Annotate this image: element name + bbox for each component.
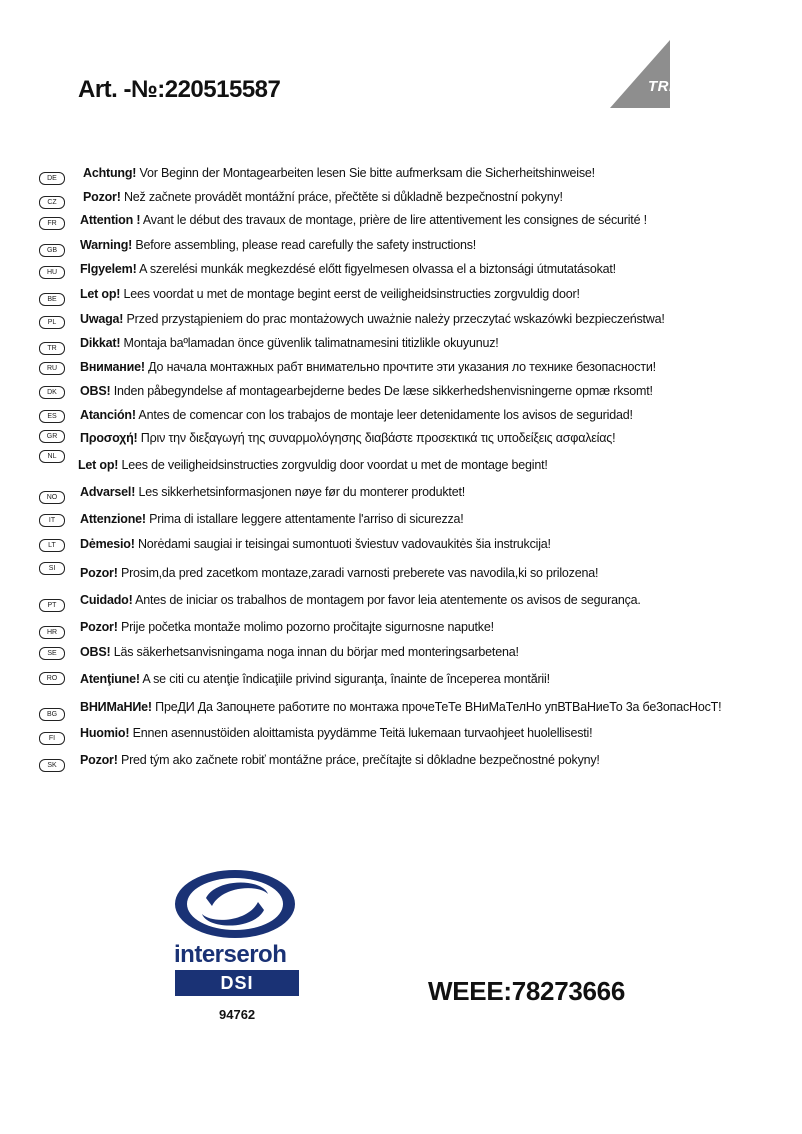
language-code-badge: DE: [39, 172, 65, 185]
weee-number: WEEE:78273666: [428, 976, 626, 1006]
warning-row: [0, 260, 802, 280]
warning-text: [80, 618, 494, 636]
warning-row: [0, 310, 802, 330]
warning-label: Pozor!: [80, 566, 118, 580]
warning-body: Prije početka montaže molimo pozorno pročitajte sigurnosne naputke!: [117, 620, 494, 634]
warning-label: OBS!: [80, 384, 111, 398]
language-code-badge: BG: [39, 708, 65, 721]
warning-text: [80, 211, 647, 229]
warning-row: [0, 483, 802, 503]
language-code-badge: IT: [39, 514, 65, 527]
language-code-badge: NO: [39, 491, 65, 504]
warning-body: Ennen asennustöiden aloittamista pyydämme Teitä lukemaan turvaohjeet huolellisesti!: [129, 726, 593, 740]
warning-body: ПреДИ Да 3апоцнете работите по монтажа прочеТеТе ВНиМаТелНо упВТВаНиеТо 3а бе3опасНосТ!: [151, 700, 722, 714]
interseroh-dsi-bar: DSI: [175, 970, 299, 996]
language-code-badge: ES: [39, 410, 65, 423]
warning-row: [0, 453, 802, 476]
warning-text: [80, 724, 592, 742]
language-code-badge: SI: [39, 562, 65, 575]
warning-label: Advarsel!: [80, 485, 136, 499]
warning-text: [80, 643, 519, 661]
warning-label: Dėmesio!: [80, 537, 135, 551]
trio-triangle-icon: [608, 40, 704, 110]
warning-row: [0, 164, 802, 184]
warning-row: [0, 564, 802, 584]
warning-row: [0, 535, 802, 555]
warning-body: Before assembling, please read carefully the safety instructions!: [132, 238, 477, 252]
warning-body: Pred tým ako začnete robiť montážne práce, prečítajte si dôkladne bezpečnostné pokyny!: [117, 753, 600, 767]
warning-row: [0, 211, 802, 231]
warning-label: Dikkat!: [80, 336, 121, 350]
warning-body: Inden påbegyndelse af montagearbejderne bedes De læse sikkerhedshenvisningerne opmæ rksomt!: [110, 384, 653, 398]
language-code-badge: PL: [39, 316, 65, 329]
warning-text: [80, 429, 615, 447]
warning-text: [83, 164, 595, 182]
warning-row: [0, 751, 802, 771]
warning-label: OBS!: [80, 645, 111, 659]
interseroh-name: interseroh: [174, 941, 287, 968]
warning-label: Attenzione!: [80, 512, 146, 526]
language-code-badge: CZ: [39, 196, 65, 209]
warning-text: [80, 510, 464, 528]
warning-label: Pozor!: [80, 753, 118, 767]
warning-label: Внимание!: [80, 360, 145, 374]
warning-row: [0, 406, 802, 426]
language-code-badge: FI: [39, 732, 65, 745]
warning-row: [0, 618, 802, 638]
warning-text: [80, 483, 465, 501]
language-code-badge: LT: [39, 539, 65, 552]
warning-text: [80, 670, 550, 688]
warning-label: Προσοχή!: [80, 431, 138, 445]
warning-body: Antes de comencar con los trabajos de montaje leer detenidamente los avisos de seguridad!: [135, 408, 633, 422]
language-code-badge: DK: [39, 386, 65, 399]
warning-text: [80, 564, 598, 582]
warning-text: [80, 310, 665, 328]
warning-body: Prosim,da pred zacetkom montaze,zaradi varnosti preberete vas navodila,ki so prilozena!: [117, 566, 599, 580]
warning-text: [80, 285, 580, 303]
language-code-badge: PT: [39, 599, 65, 612]
warning-row: [0, 510, 802, 530]
trio-logo: [608, 40, 704, 110]
warning-body: Przed przystąpieniem do prac montażowych uważnie należy przeczytać wskazówki bezpieczeństwa!: [123, 312, 665, 326]
warning-label: Flgyelem!: [80, 262, 137, 276]
warning-body: Lees voordat u met de montage begint eerst de veiligheidsinstructies zorgvuldig door!: [120, 287, 580, 301]
warning-text: [80, 358, 656, 376]
warning-text: [80, 535, 551, 553]
warning-label: Cuidado!: [80, 593, 133, 607]
warning-label: Pozor!: [80, 620, 118, 634]
warning-text: [83, 188, 563, 206]
warning-body: До начала монтажных рабт внимательно прочтите эти указания ло технике безопасности!: [144, 360, 656, 374]
warning-row: [0, 382, 802, 402]
language-code-badge: FR: [39, 217, 65, 230]
warning-text: [78, 456, 548, 474]
warning-label: Pozor!: [83, 190, 121, 204]
language-code-badge: GB: [39, 244, 65, 257]
warning-label: Let op!: [80, 287, 121, 301]
warning-text: [80, 236, 476, 254]
language-code-badge: BE: [39, 293, 65, 306]
warning-row: [0, 358, 802, 378]
warning-body: Les sikkerhetsinformasjonen nøye før du monterer produktet!: [135, 485, 465, 499]
warning-row: [0, 285, 802, 305]
warning-body: Vor Beginn der Montagearbeiten lesen Sie bitte aufmerksam die Sicherheitshinweise!: [136, 166, 595, 180]
language-code-badge: NL: [39, 450, 65, 463]
warning-row: [0, 591, 802, 611]
warning-label: Achtung!: [83, 166, 137, 180]
warning-row: [0, 698, 802, 718]
warning-text: [80, 591, 641, 609]
warning-row: [0, 236, 802, 256]
warning-body: Montaja baºlamadan önce güvenlik talimatnamesini titizlikle okuyunuz!: [120, 336, 499, 350]
warning-row: [0, 724, 802, 744]
warning-label: Uwaga!: [80, 312, 124, 326]
warning-label: ВНИМаНИе!: [80, 700, 152, 714]
language-code-badge: SK: [39, 759, 65, 772]
warning-text: [80, 334, 499, 352]
warning-row: [0, 643, 802, 663]
warning-text: [80, 751, 600, 769]
warning-text: [80, 698, 721, 716]
language-code-badge: HU: [39, 266, 65, 279]
warning-body: A szerelési munkák megkezdésé előtt figyelmesen olvassa el a biztonsági útmutatásokat!: [136, 262, 616, 276]
language-code-badge: TR: [39, 342, 65, 355]
warning-row: [0, 429, 802, 449]
warning-label: Warning!: [80, 238, 133, 252]
warning-body: Prima di istallare leggere attentamente l'arriso di sicurezza!: [145, 512, 464, 526]
warning-body: Lees de veiligheidsinstructies zorgvuldig door voordat u met de montage begint!: [118, 458, 548, 472]
warning-text: [80, 406, 633, 424]
warning-text: [80, 260, 616, 278]
warning-label: Atenţiune!: [80, 672, 140, 686]
language-code-badge: HR: [39, 626, 65, 639]
warning-body: Než začnete provádět montážní práce, přečtěte si důkladně bezpečnostní pokyny!: [120, 190, 563, 204]
warning-label: Let op!: [78, 458, 119, 472]
article-number: Art. -№:220515587: [78, 76, 281, 103]
warning-label: Atanción!: [80, 408, 136, 422]
warning-label: Huomio!: [80, 726, 130, 740]
warning-body: Antes de iniciar os trabalhos de montagem por favor leia atentemente os avisos de segurança.: [132, 593, 641, 607]
warning-body: Πριν την διεξαγωγή της συναρμολόγησης διαβάστε προσεκτικά τις υποδείξεις ασφαλείας!: [137, 431, 616, 445]
warning-body: Avant le début des travaux de montage, prière de lire attentivement les consignes de sécurité !: [140, 213, 647, 227]
language-code-badge: RU: [39, 362, 65, 375]
interseroh-number: 94762: [219, 1007, 256, 1022]
trio-brand-text: TRIO: [648, 78, 686, 95]
warning-body: Norėdami saugiai ir teisingai sumontuoti šviestuv vadovaukitės šia instrukcija!: [134, 537, 551, 551]
warning-body: A se citi cu atenţie îndicaţiile privind siguranţa, înainte de începerea montării!: [139, 672, 550, 686]
language-code-badge: RO: [39, 672, 65, 685]
warning-row: [0, 334, 802, 354]
language-code-badge: GR: [39, 430, 65, 443]
warning-label: Attention !: [80, 213, 141, 227]
language-code-badge: SE: [39, 647, 65, 660]
warning-text: [80, 382, 653, 400]
interseroh-emblem-icon: [172, 868, 302, 943]
warning-row: [0, 188, 802, 208]
warning-body: Läs säkerhetsanvisningama noga innan du börjar med monteringsarbetena!: [110, 645, 519, 659]
warning-row: [0, 670, 802, 690]
